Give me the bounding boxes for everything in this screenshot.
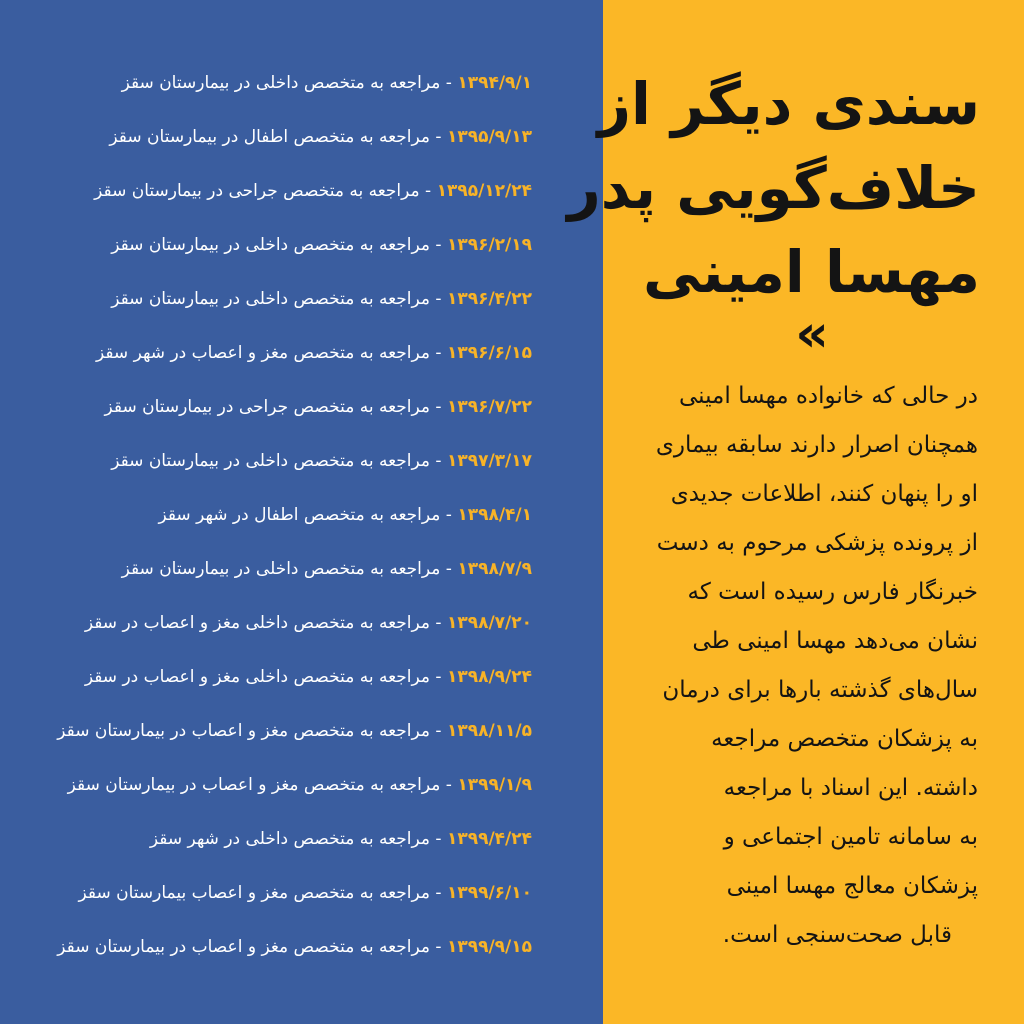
record-row <box>58 272 532 326</box>
record-row <box>58 434 532 488</box>
record-row <box>58 110 532 164</box>
record-date: ۱۳۹۸/۱۱/۵ <box>446 721 532 741</box>
record-date: ۱۳۹۸/۷/۲۰ <box>446 613 532 633</box>
headline-title <box>567 62 980 314</box>
record-row <box>58 488 532 542</box>
record-date: ۱۳۹۵/۱۲/۲۴ <box>436 181 532 201</box>
record-description: - مراجعه به متخصص مغز و اعصاب در بیمارستان سقز <box>57 721 447 741</box>
body-line-6: نشان می‌دهد مهسا امینی طی <box>692 628 978 654</box>
body-line-2: همچنان اصرار دارند سابقه بیماری <box>655 432 978 458</box>
record-description: - مراجعه به متخصص داخلی مغز و اعصاب در سقز <box>84 613 447 633</box>
record-row <box>58 380 532 434</box>
medical-records-list <box>58 56 532 974</box>
record-date: ۱۳۹۶/۲/۱۹ <box>446 235 532 255</box>
record-date: ۱۳۹۹/۱/۹ <box>457 775 532 795</box>
record-row <box>58 542 532 596</box>
record-date: ۱۳۹۶/۷/۲۲ <box>446 397 532 417</box>
record-date: ۱۳۹۶/۴/۲۲ <box>446 289 532 309</box>
record-description: - مراجعه به متخصص اطفال در شهر سقز <box>158 505 458 525</box>
record-date: ۱۳۹۹/۹/۱۵ <box>446 937 532 957</box>
record-row <box>58 218 532 272</box>
record-date: ۱۳۹۹/۶/۱۰ <box>446 883 532 903</box>
body-line-12: قابل صحت‌سنجی است. <box>722 922 952 948</box>
body-line-10: به سامانه تامین اجتماعی و <box>723 824 978 850</box>
record-row <box>58 56 532 110</box>
record-row <box>58 920 532 974</box>
record-description: - مراجعه به متخصص جراحی در بیمارستان سقز <box>94 181 437 201</box>
record-description: - مراجعه به متخصص مغز و اعصاب در شهر سقز <box>95 343 447 363</box>
quote-mark-icon: « <box>795 304 829 364</box>
record-description: - مراجعه به متخصص مغز و اعصاب در بیمارستان سقز <box>67 775 458 795</box>
body-line-8: به پزشکان متخصص مراجعه <box>711 726 978 752</box>
body-line-4: از پرونده پزشکی مرحوم به دست <box>656 530 978 556</box>
record-row <box>58 866 532 920</box>
headline-line-1: سندی دیگر از <box>597 70 980 138</box>
record-date: ۱۳۹۸/۹/۲۴ <box>446 667 532 687</box>
record-date: ۱۳۹۷/۳/۱۷ <box>446 451 532 471</box>
record-description: - مراجعه به متخصص جراحی در بیمارستان سقز <box>104 397 447 417</box>
record-row <box>58 596 532 650</box>
record-date: ۱۳۹۶/۶/۱۵ <box>446 343 532 363</box>
record-description: - مراجعه به متخصص داخلی مغز و اعصاب در سقز <box>84 667 447 687</box>
body-line-7: سال‌های گذشته بارها برای درمان <box>662 677 978 703</box>
body-line-11: پزشکان معالج مهسا امینی <box>726 873 978 899</box>
record-description: - مراجعه به متخصص داخلی در بیمارستان سقز <box>111 451 447 471</box>
record-row <box>58 326 532 380</box>
body-line-9: داشته. این اسناد با مراجعه <box>723 775 978 801</box>
body-line-1: در حالی که خانواده مهسا امینی <box>679 383 978 409</box>
record-row <box>58 758 532 812</box>
record-description: - مراجعه به متخصص داخلی در بیمارستان سقز <box>121 73 458 93</box>
record-description: - مراجعه به متخصص داخلی در بیمارستان سقز <box>111 235 447 255</box>
record-row <box>58 812 532 866</box>
article-body <box>633 372 978 960</box>
record-row <box>58 650 532 704</box>
record-description: - مراجعه به متخصص داخلی در بیمارستان سقز <box>111 289 447 309</box>
body-line-3: او را پنهان کنند، اطلاعات جدیدی <box>670 481 978 507</box>
body-line-5: خبرنگار فارس رسیده است که <box>687 579 978 605</box>
record-description: - مراجعه به متخصص اطفال در بیمارستان سقز <box>109 127 447 147</box>
record-date: ۱۳۹۸/۴/۱ <box>457 505 532 525</box>
record-description: - مراجعه به متخصص مغز و اعصاب در بیمارستان سقز <box>57 937 447 957</box>
record-row <box>58 704 532 758</box>
record-date: ۱۳۹۴/۹/۱ <box>457 73 532 93</box>
record-description: - مراجعه به متخصص داخلی در بیمارستان سقز <box>121 559 458 579</box>
record-date: ۱۳۹۸/۷/۹ <box>457 559 532 579</box>
record-row <box>58 164 532 218</box>
headline-line-2: خلاف‌گویی پدر <box>567 154 980 222</box>
headline-line-3: مهسا امینی <box>642 238 980 306</box>
record-description: - مراجعه به متخصص مغز و اعصاب بیمارستان سقز <box>78 883 447 903</box>
record-date: ۱۳۹۵/۹/۱۳ <box>446 127 532 147</box>
record-description: - مراجعه به متخصص داخلی در شهر سقز <box>149 829 447 849</box>
record-date: ۱۳۹۹/۴/۲۴ <box>446 829 532 849</box>
